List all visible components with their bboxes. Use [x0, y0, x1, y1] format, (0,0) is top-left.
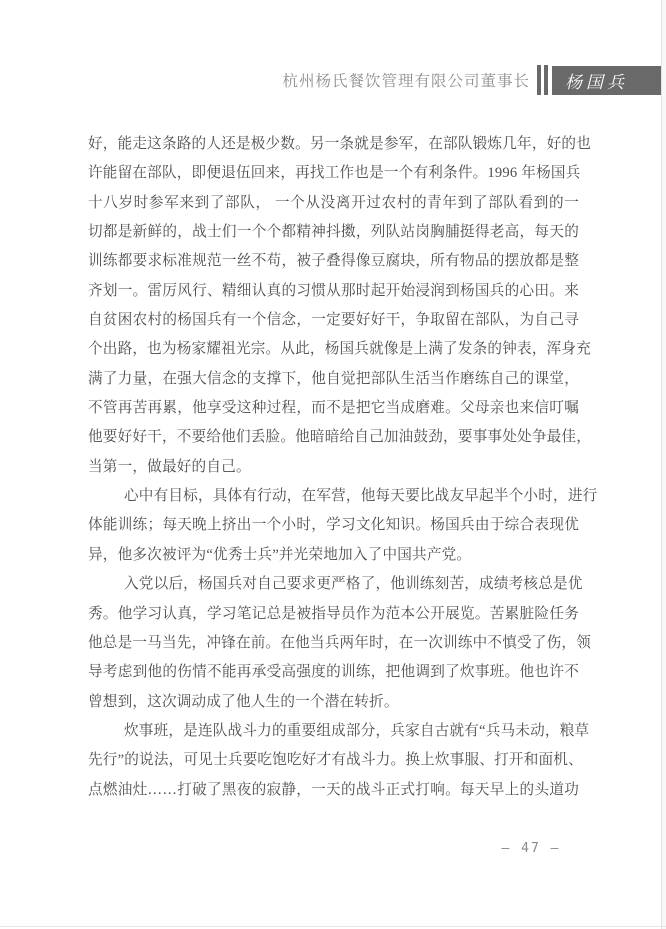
body-text-line: 他要好好干，不要给他们丢脸。他暗暗给自己加油鼓劲，要事事处处争最佳，	[88, 429, 591, 446]
body-text-block	[88, 130, 598, 805]
body-text-line: 自贫困农村的杨国兵有一个信念，一定要好好干，争取留在部队，为自己寻	[88, 312, 579, 329]
body-text-line: 满了力量，在强大信念的支撑下，他自觉把部队生活当作磨练自己的课堂，	[88, 370, 579, 387]
body-text-line: 齐划一。雷厉风行、精细认真的习惯从那时起开始浸润到杨国兵的心田。来	[88, 282, 579, 299]
author-name-badge: 杨国兵	[552, 66, 664, 95]
running-head	[0, 65, 664, 95]
body-text-line: 先行”的说法，可见士兵要吃饱吃好才有战斗力。换上炊事服、打开和面机、	[88, 752, 583, 769]
body-text-line: 许能留在部队，即便退伍回来，再找工作也是一个有利条件。1996 年杨国兵	[88, 165, 581, 182]
body-text-line: 个出路，也为杨家耀祖光宗。从此，杨国兵就像是上满了发条的钟表，浑身充	[88, 341, 591, 358]
company-title: 杭州杨氏餐饮管理有限公司董事长	[282, 73, 530, 90]
body-text-line: 十八岁时参军来到了部队， 一个从没离开过农村的青年到了部队看到的一	[88, 194, 579, 211]
scan-edge-right	[662, 0, 666, 929]
body-text-line: 训练都要求标准规范一丝不苟，被子叠得像豆腐块，所有物品的摆放都是整	[88, 253, 579, 270]
body-text-line: 曾想到，这次调动成了他人生的一个潜在转折。	[88, 693, 399, 710]
body-text-line: 异，他多次被评为“优秀士兵”并光荣地加入了中国共产党。	[88, 546, 472, 563]
page-number: — 47 —	[501, 841, 561, 856]
scan-edge-bottom	[0, 926, 666, 927]
header-bar-icon	[537, 65, 541, 95]
body-text-line: 炊事班，是连队战斗力的重要组成部分，兵家自古就有“兵马未动，粮草	[124, 722, 590, 739]
header-double-bar	[537, 65, 552, 95]
body-text-line: 入党以后，杨国兵对自己要求更严格了，他训练刻苦，成绩考核总是优	[124, 576, 583, 593]
header-bar-icon	[544, 65, 548, 95]
body-text-line: 好，能走这条路的人还是极少数。另一条就是参军，在部队锻炼几年，好的也	[88, 136, 591, 152]
body-text-line: 不管再苦再累，他享受这种过程，而不是把它当成磨难。父母亲也来信叮嘱	[88, 400, 579, 417]
body-text-line: 心中有目标，具体有行动，在军营，他每天要比战友早起半个小时，进行	[124, 488, 598, 505]
body-text-line: 切都是新鲜的，战士们一个个都精神抖擞，列队站岗胸脯挺得老高，每天的	[88, 224, 579, 241]
body-text-line: 点燃油灶……打破了黑夜的寂静，一天的战斗正式打响。每天早上的头道功	[88, 781, 579, 798]
body-text-line: 他总是一马当先，冲锋在前。在他当兵两年时，在一次训练中不慎受了伤，领	[88, 634, 591, 651]
body-text-line: 体能训练；每天晚上挤出一个小时，学习文化知识。杨国兵由于综合表现优	[88, 517, 579, 534]
body-text-line: 导考虑到他的伤情不能再承受高强度的训练，把他调到了炊事班。他也许不	[88, 664, 579, 681]
body-text-line: 秀。他学习认真，学习笔记总是被指导员作为范本公开展览。苦累脏险任务	[88, 605, 579, 622]
body-text-line: 当第一，做最好的自己。	[88, 458, 251, 475]
scan-edge-line	[661, 0, 662, 929]
